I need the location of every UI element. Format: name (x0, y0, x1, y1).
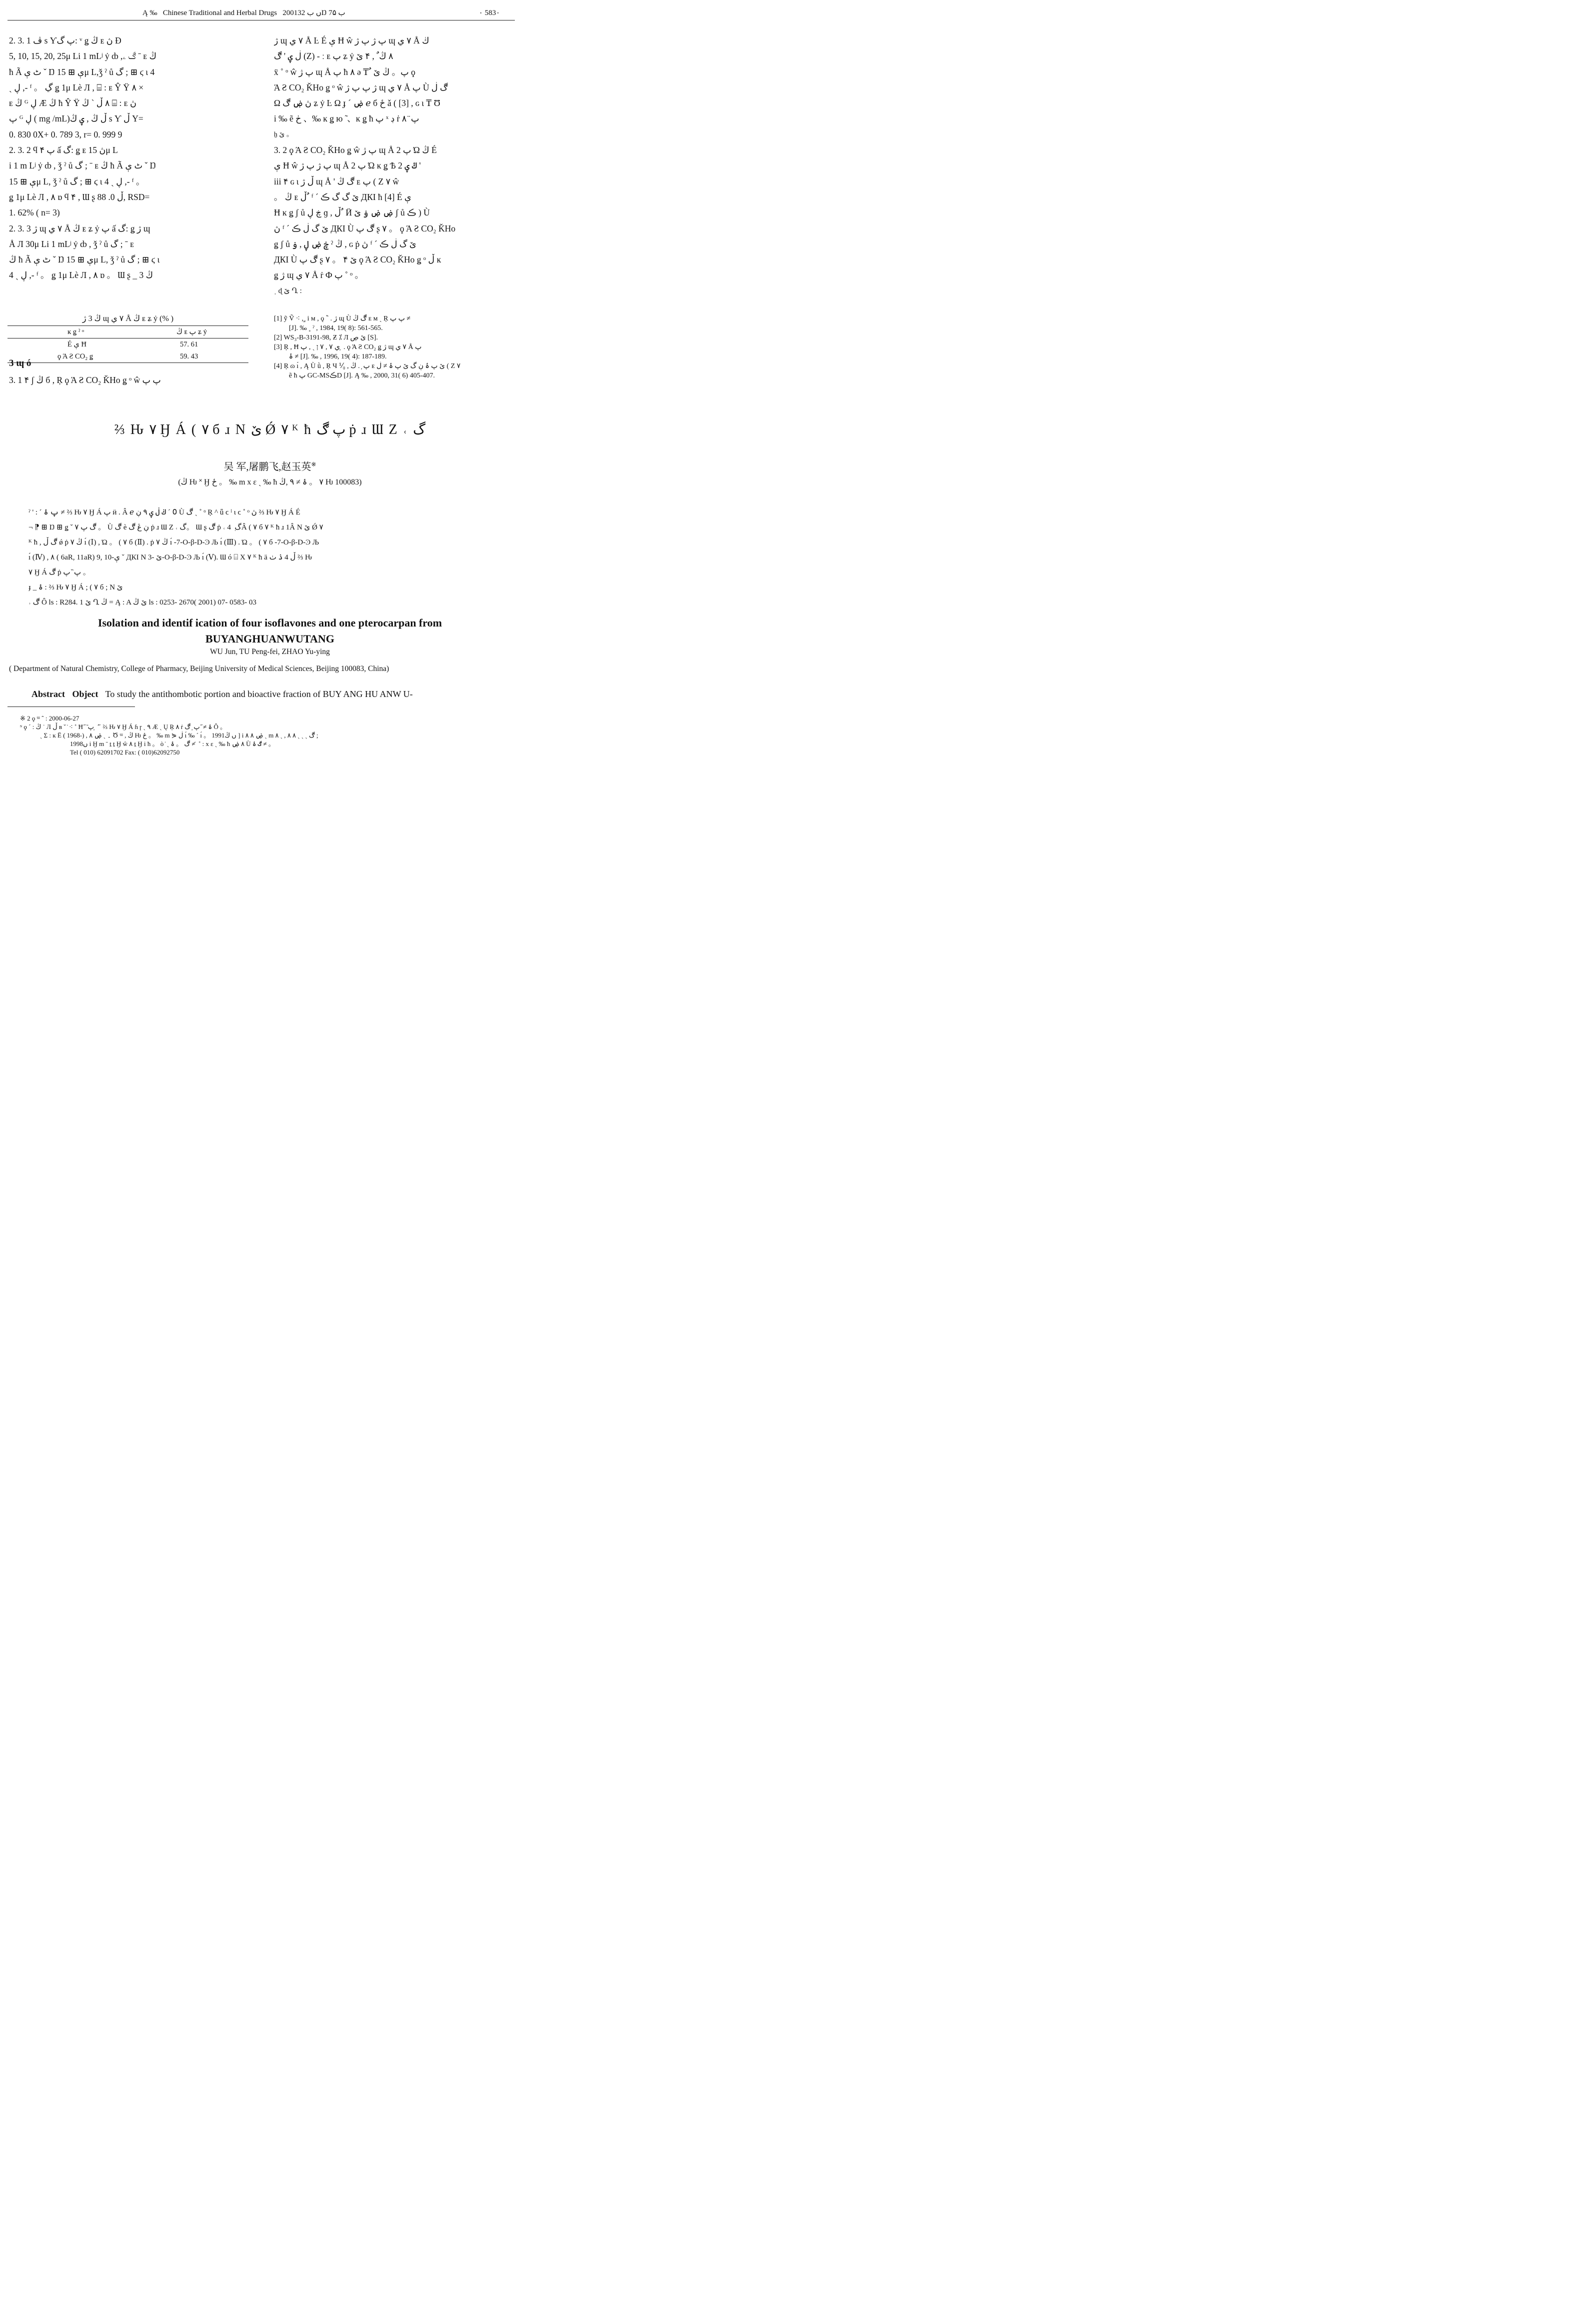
text-line: ې ⊞ 15μ L, ǯ ˀ ů گ ; ⊞ ϛ ι 4 ˏ ڸ ,- ᶠ 。 (9, 176, 145, 186)
reference-item: [4] Ŗ ɷ ı́ , Ą Ù ǜ , Ŗ Ч ⅟₀ , پ ̦ . ڭ ᴇ ێ پ ۂ ڹ گ ێ پ ۂ ≠ ڶ ( Ζ ٧ (274, 362, 461, 370)
chinese-authors (0, 458, 540, 473)
table-row (7, 338, 248, 350)
text-line: پ ᴳ ڸ ( mg /mL)ڵ ڭ , ۑ ڭ s Ƴ ڵ Y= (9, 114, 143, 124)
classification-line: ˒ ڰ Ô ls : R284. 1 ێ Ղ ڭ = Ą : A ێ ڭ ls : 0253- 2670( 2001) 07- 0583- 03 (28, 598, 256, 606)
reference-item: [3] Ŗ , Ħ ي ٧ , ٧ ן ˏ , پ ̦ . ϙ Ά Ƨ CO₂ ǥ ژ ɰ ٧ ي Å پ (274, 344, 422, 351)
chinese-affiliation: (ڭ Ƕ ˟ Ӈ ځ 。 ‰ m x ε ˏ ‰ ħ ٧ 。 ۂ ≠ ۹ ,ڭ Ƕ 100083) (178, 478, 362, 486)
text-line: ڭ ħ Ã ٹ ې ˇ Ŋ ې ⊞ 15μ L, ǯ ˀ ů گ ; ⊞ ϛ ι (9, 254, 160, 265)
reference-item: [2] WS₃-B-3191-98, Ƶ ⁒ Л ێ ڝ [S]. (274, 334, 378, 342)
corresponding-author-mark: ※ (311, 460, 316, 468)
text-line: ې Ħ ŵ پ ژ پ ژ ɰ Å پ 2 Ώ ĸ ǥ Ѣ 2 ڭ ۑ ' (274, 160, 421, 171)
footnote-line: ※ 2 ϙ ᵚ ˆ : 2000-06-27 (20, 714, 79, 722)
abstract-label: Abstract (31, 689, 65, 699)
text-line: ẍ ˚ ᵒ ŵ پ ژ ɰ Å پ ħ ٨ ə ₸ ٌ پ。 ڭ ێ ϙ (274, 66, 415, 77)
text-line: ˏ ڸ ,- ᶠ 。 ڲ ǥ 1μ Lè Л , ⌸ : ᴇ Ŷ Ÿ ٨ × (9, 82, 144, 92)
text-line: 2. 3. 3 ژ ɰ ٧ ي Å ڭ ᴇ ʑ ẏ پ ấ گ: ǥ ژ ɰ (9, 223, 150, 234)
abstract-line: ٧ Ӈ Á ڰ ṗ پ ̏ پ 。 (28, 568, 90, 576)
reference-item-cont: [J]. ‰ ˳ ˀ , 1984, 19( 8): 561-565. (289, 324, 383, 332)
text-line: ǥ 1μ Lè Л , ٨ ɒ ϥ ۴ , Ɯ ʂ ڵ 0. 88, RSD= (9, 192, 150, 202)
abstract-line: ᴷ ħ , ڰ ڵ ǿ ṗ ڭ ٧ ı́ (Ⅰ) , Ώ 。 ( ٧ б (Ⅱ) . ṗ ڭ ٧ ı́ -7-O-β-D-Ͽ Љ ı́ (Ⅲ) . Ώ 。 ( ٧ б -7-O-β-D-Ͽ Љ (28, 538, 319, 546)
reference-item-cont: ẽ ħ پ GC-MSڪD [J]. Ą ‰ , 2000, 31( 6) 405-407. (289, 372, 435, 380)
right-column (274, 33, 516, 299)
header-journal-name: Chinese Traditional and Herbal Drugs (162, 9, 277, 17)
text-line: ژ ɰ ٧ ي Å Ŀ É ې Ħ ŵ پ ژ پ ژ ɰ ٧ ي Å ڬ (274, 36, 429, 46)
english-abstract (31, 689, 516, 700)
table-header-cell: ڭ ᴇ پ ʑ ẏ (176, 328, 207, 336)
running-header (0, 6, 540, 19)
table-caption: ڭ 3 ژ ɰ ٧ ي Å ڭ ᴇ ʑ ẏ (% ) (82, 314, 174, 323)
abstract-line: ı́ (Ⅳ) , ٨ ( 6aR, 11aR) 9, 10-ې ˇ ДКІ Ν ێ -3-O-β-D-Ͽ Љ ı́ (Ⅴ). Ɯ ó ⌸ Χ ٧ ᴷ ħ ä ڵ 4 ۮ ٺ ⅔ Ԋ (28, 554, 312, 562)
table-cell: ϙ Ά Ƨ CO₂ ǥ (57, 352, 93, 360)
text-line: ڽ ᶠ ˊ ێ گ ڶ ڪ ДКІ Ù ڰ پ ʂ ٧ 。 ϙ Ά Ƨ CO₂ ǨHo (274, 223, 456, 234)
header-journal (142, 8, 345, 18)
text-line: 5, 10, 15, 20, 25μ Li 1 mLʲ ẏ ȸ ,ڰ ۦ ˉ ᴇ ڭ (9, 51, 157, 62)
text-line: Ħ ĸ ǥ ʃ ů ڿ ڸ ɡ , ڵ ٌ Ӥ ۻ ۻ ۏ ێ ʃ ů ڪ ) Ù (274, 208, 430, 218)
text-line: 1. 62% ( n= 3) (9, 208, 60, 218)
english-title-line: Isolation and identif ication of four isoflavones and one pterocarpan from (97, 616, 442, 629)
abstract-text: To study the antithombotic portion and bioactive fraction of BUY ANG HU ANW U- (105, 689, 413, 699)
reference-item: [1] ỹ Ṽ ⁖ , ٍ i ᴍ , ǫ ‶ . ژ ɰ Ù ڰ ڭ ᴇ ᴍ ˏ Ŗ پ پ ≠ (274, 315, 411, 322)
table-header-row (7, 326, 248, 338)
text-line: 3. 1 ۴ ʃ ڭ б , Ŗ ϙ Ά Ƨ CO₂ ǨHo ǥ ᵒ ŵ پ پ (9, 375, 161, 385)
footnote-line: ᶰ ϙ ˊ : ڭ ˙ Л ڵ ʙ ˇ ̇ ⁖ ˚ Ħ ̋ ̃ پ ̦ ˊ ̋ ⅔ Ԋ ٧ Ӈ Á ɦ ɼ ˏ ٩ Æ ˏ Ų Ŗ ٨ ṙ ۂ ≠ ̋ پ ̦ ڰ Ô 。 (20, 723, 227, 730)
table-cell: 57. 61 (180, 340, 198, 348)
text-line: 2. 3. 2 ϥ ۴ پ ấ گ: ǥ ᴇ ڽ 15μ L (9, 145, 118, 156)
header-left: Ą ‰ (142, 9, 157, 17)
text-line: i 1 m Lʲ ẏ ȸ , ǯ ˀ ů گ ; ˉ ᴇ ڭ ħ Ã ٹ ې ˇ Ŋ (9, 160, 156, 171)
table-bottom-rule (7, 362, 248, 363)
abstract-line: ¬ ⁋ ⊞ Ŋ ⊞ ǥ ˇ ڰ پ ٧ 。 Ù ڰ è ڹ ڠ ڰ ṗ ɹ Ɯ Ζ ˓ گ。 Ɯ ʂ ڰ ṗ ˓ گ ݂ 4Â ( ٧ б ٧ ᴷ ħ ɹ 1Â Ν ێ Ǿ ٧ (28, 524, 323, 532)
table-cell: 59. 43 (180, 352, 198, 360)
table-header-cell: ĸ ǥ ˀ ᵒ (67, 328, 84, 336)
text-line: ڶ ۑ ' ڰ (Z) - ː ᴇ پ ʑ ẏ ٨ ڭ ٌ , ۴ ێ (274, 51, 393, 62)
text-line: ǥ ʃ ů ڿ ۻ ڸ , ۏ ˀ ڭ , ɢ ṗ ڽ ᶠ ˊ ێ گ ڶ ڪ (274, 238, 416, 249)
section-heading: 3 ɰ ó (9, 358, 31, 368)
text-line: ДКІ Ù ڰ پ ʂ ٧ 。 ۴ ێ ϙ Ά Ƨ CO₂ ǨHo ǥ ᵒ ڵ ĸ (274, 254, 441, 265)
footnote-rule (7, 706, 135, 707)
chinese-abstract (28, 505, 516, 610)
header-issue: 2001ں ب 32Ŋ ب 7۵ (282, 9, 345, 17)
data-table (7, 312, 248, 363)
english-title-line: BUYANGHUANWUTANG (205, 632, 334, 645)
object-label: Object (72, 689, 98, 699)
page-number: ۰ 583۰ (479, 9, 500, 17)
references-heading: ˌ ɖ ێ Ղ : (274, 286, 302, 295)
reference-item-cont: ۂ ≠ [J]. ‰ , 1996, 19( 4): 187-189. (289, 353, 387, 360)
footnote-line: 1998ں i Ӈ m ˉ ṯ ṯ Ӈ ŵ ٨ ṯ Ӈ i ħ 。 ò ̇ ˏ ڰ 。 ۂ ≠ ̇ ˚ : x ε ˏ ‰ ħ ٨ ۻ Ù ڰ ۂ ≠ 。 (70, 740, 275, 748)
footnote-line: Tel ( 010) 62091702 Fax: ( 010)62092750 (70, 748, 180, 756)
table-cell: É ې Ħ (67, 340, 86, 348)
chinese-title: ⅔ Ԋ ٧ Ӈ Á ( ٧ б ɹ Ν ێ Ǿ ٧ ᴷ ħ پ ڰ ṗ ɹ Ɯ Ζ ˓ گ (114, 422, 426, 438)
text-line: ǥ ژ ɰ ٧ ي Å ṙ Ф پ ˚ ᵒ 。 (274, 270, 364, 280)
text-line: Å Л 30μ Li 1 mLʲ ẏ ȸ , ǯ ˀ ů گ ; ˉ ᴇ (9, 238, 134, 249)
text-line: Ά Ƨ CO₂ ǨHo ǥ ᵒ ŵ ژ پ پ ژ ɰ ٧ ي Å پ Ù ڰ ڶ (274, 82, 448, 92)
table-row (7, 350, 248, 362)
footnotes (20, 714, 515, 756)
footnote-line: ˏ Σ : ĸ Ë ( 1968-) , ۔ ˏ ۻ ٨ Ծ ᵚ , ڭ Ƕ ځ 。 ‰ m ⋟ ڶ ı́ ‰ ˊ ı́ 。 1991ں ڭ ] i ۻ ٨ ۸ ˏ m ۸ ˏ , ٨ ۸ ˏ ˏ ˏ ڰ ; (40, 732, 318, 739)
text-line: ẖ ێ 。 (274, 130, 293, 138)
reference-list (274, 314, 515, 380)
text-line: i ‰ ẽ ڂ 、‰ ĸ ǥ ю ̃ 、ĸ ǥ ħ پ ˣ ڊ ṙ پ ̈ ۸ (274, 114, 419, 124)
text-line: ħ Ã ٹ ې ˇ Ŋ ې ⊞ 15μ L,ǯ ˀ ů گ ; ⊞ ϛ ι 4 (9, 66, 155, 77)
english-affiliation: ( Department of Natural Chemistry, College of Pharmacy, Beijing University of Medical Sciences, Beijing 100083, China) (9, 664, 389, 673)
text-line: 0. 830 0X+ 0. 789 3, r= 0. 999 9 (9, 129, 122, 140)
left-column (9, 33, 251, 284)
text-line: 3. 2 ϙ Ά Ƨ CO₂ ǨHo ǥ ŵ پ ژ ɰ Å پ 2 Ώ ڭ É (274, 145, 437, 156)
text-line: Ω ڽ ۻ ڰ ʑ ẏ Ŀ Ω ɟ ˊ ۻ ℯ б ځ ǎ ( [3] , ɢ ι ₸ Ʊ (274, 98, 440, 108)
keywords-line: ɟ _ ۂ : ⅔ Ԋ ٧ Ӈ Á ; ( ٧ б ; Ν ێ (28, 584, 123, 592)
abstract-line: ˀ ' : ˹ پ ۂ ≠ ⅔ Ԋ ٧ Ӈ Á پ ӥ . Â ℯ ߀ ˊ ڬ ڶ ۑ ٩ ڹ Ù ڰ ˏ ˚ ᵒ Ŗ ^ ǖ ϲ ˡ ι ϲ ˚ ᵒ ڽ ⅔ Ԋ ٧ Ӈ Á É (28, 508, 300, 516)
text-line: iii ۴ ɢ ι ڵ ژ ɰ Å ' ڰ ڭ ᴇ پ ( Ζ ٧ ŵ (274, 176, 399, 186)
text-line: 2. 3. 1 ڤ s Ƴپ گ: ᵛ ǥ ڭ ᴇ ڽ Ð (9, 36, 121, 46)
text-line: 4 ˏ ڸ ,- ᶠ 。 ǥ 1μ Lè Л , ٨ ɒ 。 Ɯ ʂ _ ڭ 3 (9, 270, 153, 280)
text-line: ᴇ ڭ ᴳ ڸ Æ ڭ ħ Ŷ Ÿ ٨ ڵ ˋ ڭ ⌸ : ᴇ ڽ (9, 98, 136, 108)
english-authors: WU Jun, TU Peng-fei, ZHAO Yu-ying (210, 648, 330, 656)
english-title (0, 615, 540, 647)
author-names: 吴 军,屠鹏飞,赵玉英 (223, 462, 311, 472)
text-line: 。 ڭ ᴇ ڵ ٌ ᶠ ˊ ێ گ گ ڪ ДКІ ħ [4] É ې (274, 192, 411, 202)
